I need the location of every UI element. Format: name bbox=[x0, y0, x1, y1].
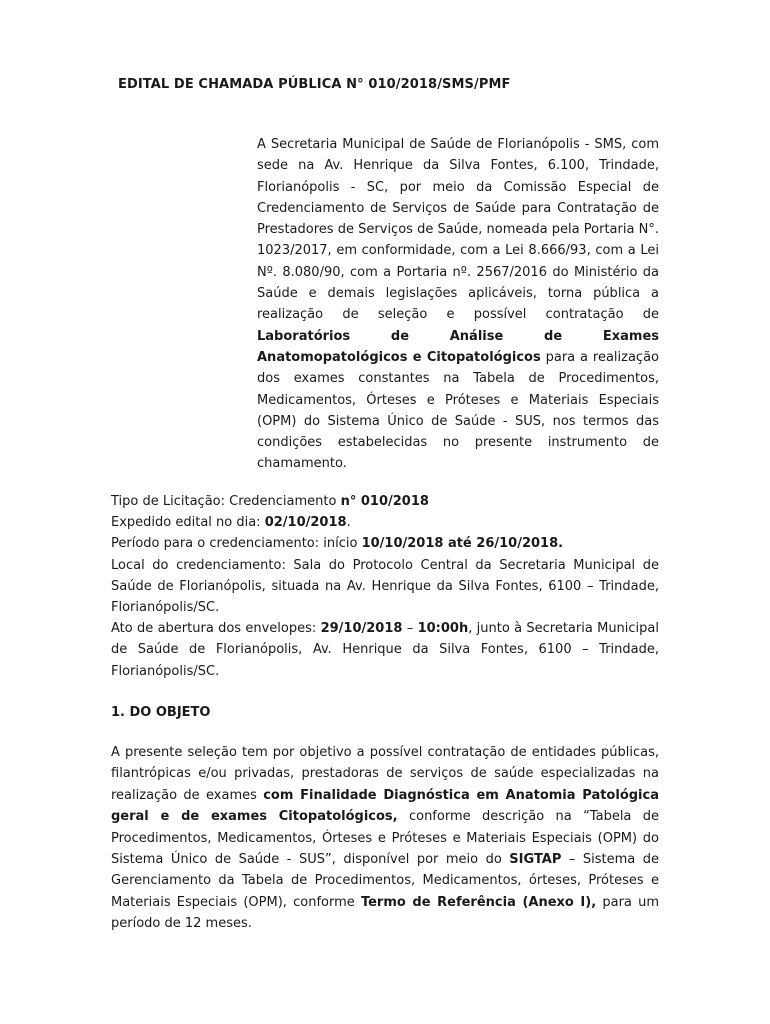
expedido-edital bbox=[111, 512, 659, 533]
ato-time: 10:00h bbox=[417, 621, 469, 637]
periodo-label: Período para o credenciamento: início bbox=[111, 536, 362, 552]
intro-text-2: para a realização dos exames constantes na Tabela de Procedimentos, Medicamentos, Órteses e Próteses e Materiais Especiais (OPM) do Sistema Único de Saúde - SUS, nos termos das condições estabelecidas no presente instrumento de chamamento. bbox=[257, 349, 660, 472]
periodo-credenciamento bbox=[111, 533, 659, 554]
ato-date: 29/10/2018 bbox=[320, 621, 403, 637]
periodo-value: 10/10/2018 até 26/10/2018. bbox=[361, 536, 564, 552]
objeto-bold-sigtap: SIGTAP bbox=[509, 852, 562, 868]
tipo-licitacao bbox=[111, 491, 659, 512]
edital-details bbox=[111, 491, 659, 682]
ato-dash: – bbox=[402, 621, 418, 637]
objeto-text-2: conforme descrição na “Tabela de Procedimentos, Medicamentos, Órteses e Próteses e Materiais Especiais (OPM) do Sistema Único de Saúde - SUS”, disponível por meio do bbox=[111, 809, 659, 868]
local-credenciamento: Local do credenciamento: Sala do Protocolo Central da Secretaria Municipal de Saúde de Florianópolis, situada na Av. Henrique da Silva Fontes, 6100 – Trindade, Florianópolis/SC. bbox=[111, 557, 659, 616]
ato-abertura bbox=[111, 618, 659, 682]
tipo-label: Tipo de Licitação: Credenciamento bbox=[111, 494, 341, 509]
objeto-bold-1: com Finalidade Diagnóstica em Anatomia Patológica geral e de exames Citopatológicos, bbox=[111, 787, 659, 825]
expedido-value: 02/10/2018 bbox=[264, 515, 347, 531]
objeto-bold-termo: Termo de Referência (Anexo I), bbox=[360, 894, 597, 910]
objeto-text-4: para um período de 12 meses. bbox=[111, 894, 659, 932]
ato-rest: , junto à Secretaria Municipal de Saúde de Florianópolis, Av. Henrique da Silva Fontes, 6100 – Trindade, Florianópolis/SC. bbox=[111, 621, 660, 679]
objeto-paragraph bbox=[111, 742, 659, 935]
intro-text-1: A Secretaria Municipal de Saúde de Florianópolis - SMS, com sede na Av. Henrique da Silva Fontes, 6.100, Trindade, Florianópolis - SC, por meio da Comissão Especial de Credenciamento de Serviços de Saúde para Contratação de Prestadores de Serviços de Saúde, nomeada pela Portaria N°. 1023/2017, em conformidade, com a Lei 8.666/93, com a Lei Nº. 8.080/90, com a Portaria nº. 2567/2016 do Ministério da Saúde e demais legislações aplicáveis, torna pública a realização de seleção e possível contratação de bbox=[257, 137, 659, 323]
objeto-text-3: – Sistema de Gerenciamento da Tabela de Procedimentos, Medicamentos, órteses, Próteses e Materiais Especiais (OPM), conforme bbox=[111, 852, 659, 910]
expedido-end: . bbox=[346, 515, 351, 531]
document-title: EDITAL DE CHAMADA PÚBLICA N° 010/2018/SMS/PMF bbox=[118, 77, 511, 92]
intro-paragraph bbox=[257, 134, 659, 475]
section-heading-objeto: 1. DO OBJETO bbox=[111, 705, 211, 720]
tipo-value: n° 010/2018 bbox=[340, 494, 429, 509]
ato-label: Ato de abertura dos envelopes: bbox=[111, 621, 321, 637]
expedido-label: Expedido edital no dia: bbox=[111, 515, 265, 531]
objeto-text-1: A presente seleção tem por objetivo a possível contratação de entidades públicas, filantrópicas e/ou privadas, prestadoras de serviços de saúde especializadas na realização de exames bbox=[111, 745, 659, 803]
intro-bold-labs: Laboratórios de Análise de Exames Anatomopatológicos e Citopatológicos bbox=[257, 328, 659, 365]
